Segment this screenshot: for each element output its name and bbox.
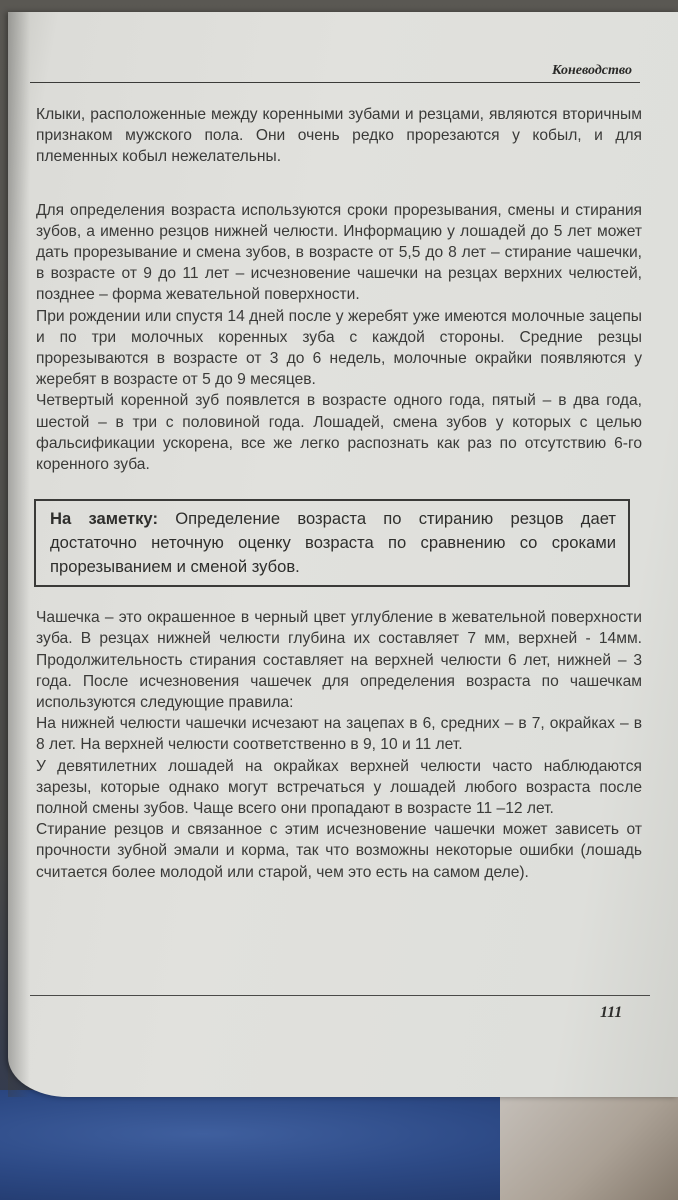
page-number: 111 (600, 1004, 623, 1021)
paragraph-canines: Клыки, расположенные между коренными зубами и резцами, являются вторичным признаком мужского пола. Они очень редко прорезаются у кобыл, и для племенных кобыл нежелательны. (36, 106, 642, 166)
paragraph-age-determination: Для определения возраста используются сроки прорезывания, смены и стирания зубов, а именно резцов нижней челюсти. Информацию у лошадей до 5 лет может дать прорезывание и смена зубов, в возрасте от 5,5 до 8 лет – стирание чашечки, в возрасте от 9 до 11 лет – исчезновение чашечки на резцах верхних челюстей, позднее – форма жевательной поверхности. (36, 201, 642, 304)
paragraph-birth-teeth: При рождении или спустя 14 дней после у жеребят уже имеются молочные зацепы и по три молочных коренных зуба с каждой стороны. Средние резцы прорезываются в возрасте от 3 до 6 недель, молочные окрайки появляются у жеребят в возрасте от 5 до 9 месяцев. (36, 307, 642, 389)
note-text: Определение возраста по стиранию резцов дает достаточно неточную оценку возраста по сравнению со сроками прорезыванием и сменой зубов. (50, 509, 616, 577)
running-header: Коневодство (552, 63, 632, 78)
paragraph-molars: Четвертый коренной зуб появлется в возрасте одного года, пятый – в два года, шестой – в три с половиной года. Лошадей, смена зубов у которых с целью фальсификации ускорена, все же легко распознать как раз по отсутствию 6-го коренного зуба. (36, 392, 642, 474)
header-rule (30, 82, 640, 83)
paragraph-notches: У девятилетних лошадей на окрайках верхней челюсти часто наблюдаются зарезы, которые однако могут встречаться у лошадей любого возраста после полной смены зубов. Чаще всего они пропадают в возрасте 11 –12 лет. (36, 757, 642, 818)
light-fabric (500, 1080, 678, 1200)
paragraph-cup-definition: Чашечка – это окрашенное в черный цвет углубление в жевательной поверхности зуба. В резцах нижней челюсти глубина их составляет 7 мм, верхней - 14мм. Продолжительность стирания составляет на верхней челюсти 6 лет, нижней – 3 года. После исчезновения чашечек для определения возраста по чашечкам используются следующие правила: (36, 609, 642, 712)
paragraph-cup-rules: На нижней челюсти чашечки исчезают на зацепах в 6, средних – в 7, окрайках – в 8 лет. На верхней челюсти соответственно в 9, 10 и 11 лет. (36, 715, 642, 754)
note-label: На заметку: (50, 509, 158, 529)
footer-rule (30, 995, 650, 996)
page-gutter-shadow (8, 12, 30, 1097)
page-body (36, 104, 642, 883)
note-box (34, 499, 630, 587)
paragraph-wear-errors: Стирание резцов и связанное с этим исчезновение чашечки может зависеть от прочности зубной эмали и корма, так что возможны некоторые ошибки (лошадь считается более молодой или старой, чем это есть на самом деле). (36, 821, 642, 881)
